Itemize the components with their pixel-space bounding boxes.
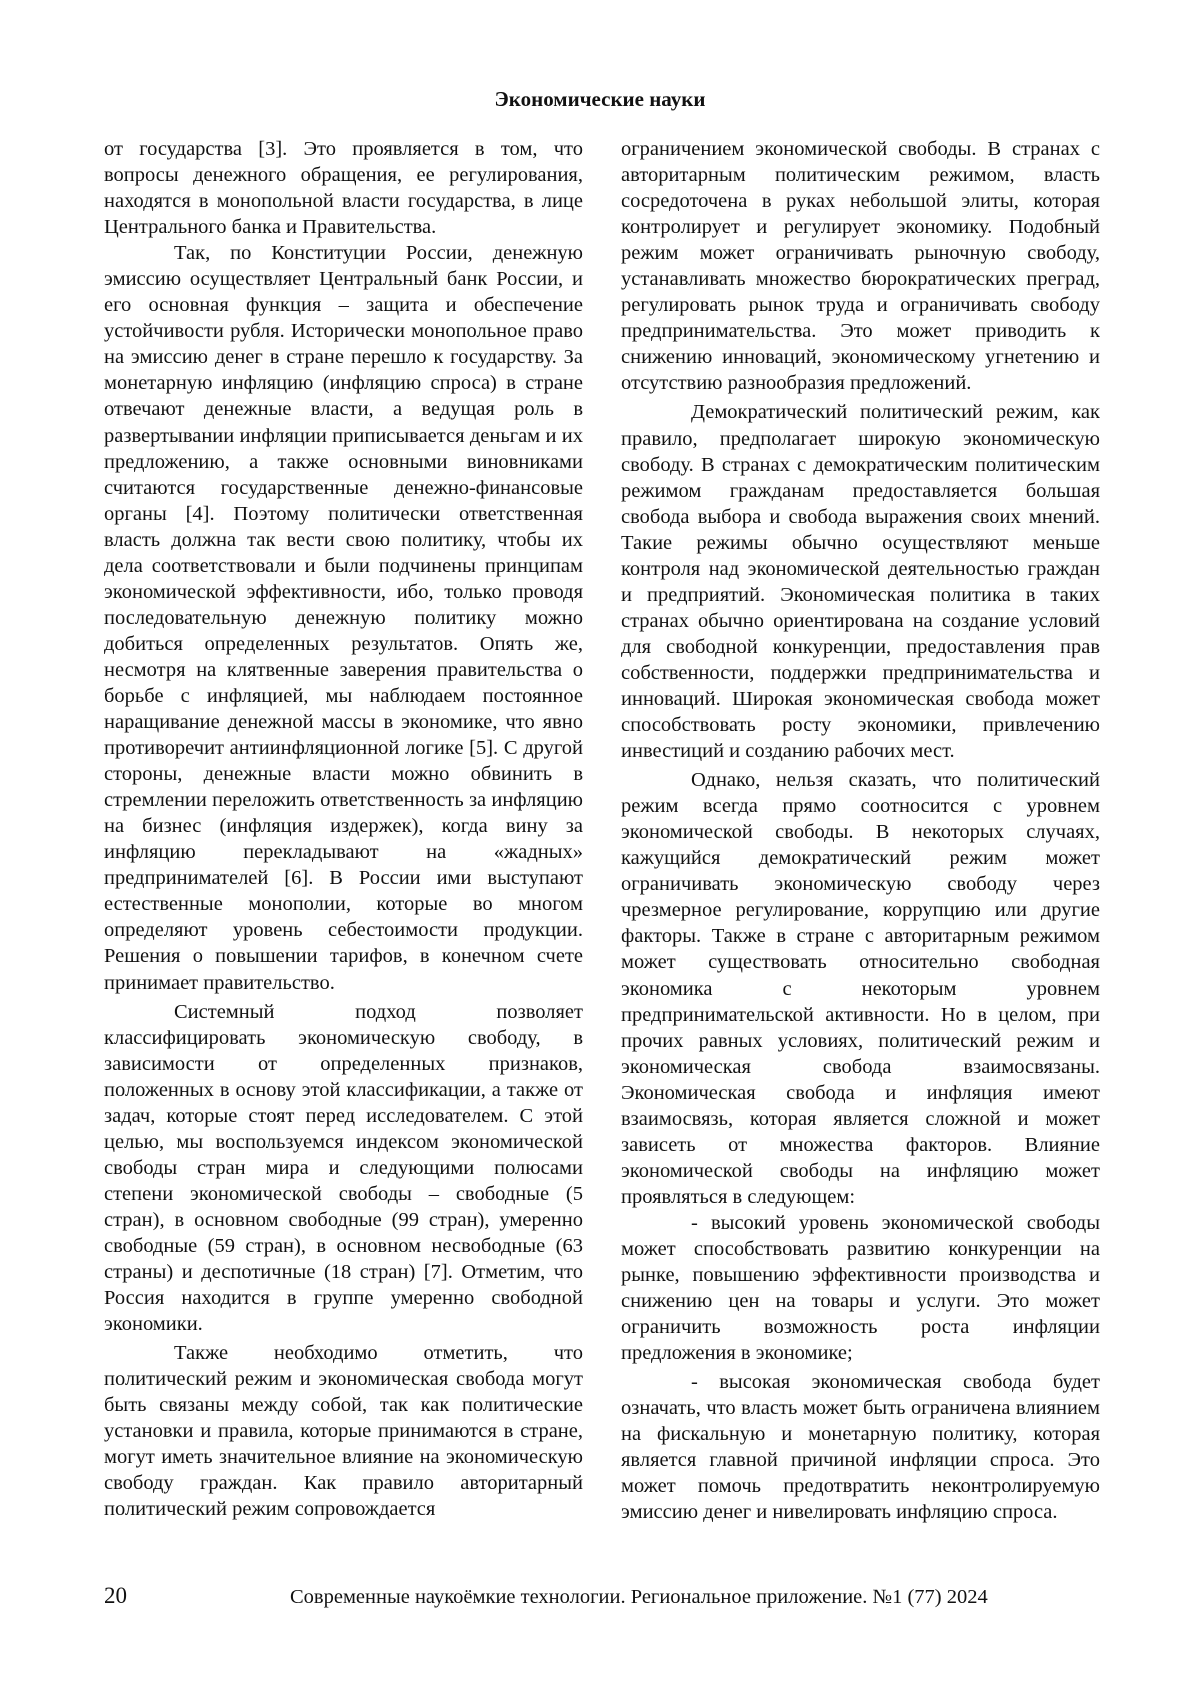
paragraph: Системный подход позволяет классифицировать экономическую свободу, в зависимости от определенных признаков, положенных в основу этой классификации, а также от задач, которые стоят перед исследователем. С этой целью, мы воспользуемся индексом экономической свободы стран мира и следующими полюсами степени экономической свободы – свободные (5 стран), в основном свободные (99 стран), умеренно свободные (59 стран), в основном несвободные (63 страны) и деспотичные (18 стран) [7]. Отметим, что Россия находится в группе умеренно свободной экономики. — [104, 1000, 583, 1336]
section-header: Экономические науки — [494, 87, 706, 111]
page-number: 20 — [104, 1583, 127, 1608]
paragraph: Так, по Конституции России, денежную эмиссию осуществляет Центральный банк России, и его основная функция – защита и обеспечение устойчивости рубля. Исторически монопольное право на эмиссию денег в стране перешло к государству. За монетарную инфляцию (инфляцию спроса) в стране отвечают денежные власти, а ведущая роль в развертывании инфляции приписывается деньгам и их предложению, а также основными виновниками считаются государственные денежно-финансовые органы [4]. Поэтому политически ответственная власть должна так вести свою политику, чтобы их дела соответствовали и были подчинены принципам экономической эффективности, ибо, только проводя последовательную денежную политику можно добиться определенных результатов. Опять же, несмотря на клятвенные заверения правительства о борьбе с инфляцией, мы наблюдаем постоянное наращивание денежной массы в экономике, что явно противоречит антиинфляционной логике [5]. С другой стороны, денежные власти можно обвинить в стремлении переложить ответственность за инфляцию на бизнес (инфляция издержек), когда вину за инфляцию перекладывают на «жадных» предпринимателей [6]. В России ими выступают естественные монополии, которые во многом определяют уровень себестоимости продукции. Решения о повышении тарифов, в конечном счете принимает правительство. — [104, 242, 583, 994]
paragraph: ограничением экономической свободы. В странах с авторитарным политическим режимом, власть сосредоточена в руках небольшой элиты, которая контролирует и регулирует экономику. Подобный режим может ограничивать рыночную свободу, устанавливать множество бюрократических преград, регулировать рынок труда и ограничивать свободу предпринимательства. Это может приводить к снижению инноваций, экономическому угнетению и отсутствию разнообразия предложений. — [621, 138, 1100, 395]
paragraph: от государства [3]. Это проявляется в том, что вопросы денежного обращения, ее регулирования, находятся в монопольной власти государства, в лице Центрального банка и Правительства. — [104, 138, 583, 239]
paragraph: Однако, нельзя сказать, что политический режим всегда прямо соотносится с уровнем экономической свободы. В некоторых случаях, кажущийся демократический режим может ограничивать экономическую свободу через чрезмерное регулирование, коррупцию или другие факторы. Также в стране с авторитарным режимом может существовать относительно свободная экономика с некоторым уровнем предпринимательской активности. Но в целом, при прочих равных условиях, политический режим и экономическая свобода взаимосвязаны. Экономическая свобода и инфляция имеют взаимосвязь, которая является сложной и может зависеть от множества факторов. Влияние экономической свободы на инфляцию может проявляться в следующем: — [621, 769, 1100, 1208]
list-item: - высокая экономическая свобода будет означать, что власть может быть ограничена влиянием на фискальную и монетарную политику, которая является главной причиной инфляции спроса. Это может помочь предотвратить неконтролируемую эмиссию денег и нивелировать инфляцию спроса. — [621, 1371, 1100, 1524]
left-column — [104, 136, 583, 1522]
right-column — [621, 136, 1100, 1525]
journal-footer: Современные наукоёмкие технологии. Региональное приложение. №1 (77) 2024 — [290, 1586, 988, 1608]
paragraph: Также необходимо отметить, что политический режим и экономическая свобода могут быть связаны между собой, так как политические установки и правила, которые принимаются в стране, могут иметь значительное влияние на экономическую свободу граждан. Как правило авторитарный политический режим сопровождается — [104, 1342, 583, 1521]
paragraph: Демократический политический режим, как правило, предполагает широкую экономическую свободу. В странах с демократическим политическим режимом гражданам предоставляется большая свобода выбора и свобода выражения своих мнений. Такие режимы обычно осуществляют меньше контроля над экономической деятельностью граждан и предприятий. Экономическая политика в таких странах обычно ориентирована на создание условий для свободной конкуренции, предоставления прав собственности, поддержки предпринимательства и инноваций. Широкая экономическая свобода может способствовать росту экономики, привлечению инвестиций и созданию рабочих мест. — [621, 401, 1100, 763]
list-item: - высокий уровень экономической свободы может способствовать развитию конкуренции на рынке, повышению эффективности производства и снижению цен на товары и услуги. Это может ограничить возможность роста инфляции предложения в экономике; — [621, 1211, 1100, 1365]
